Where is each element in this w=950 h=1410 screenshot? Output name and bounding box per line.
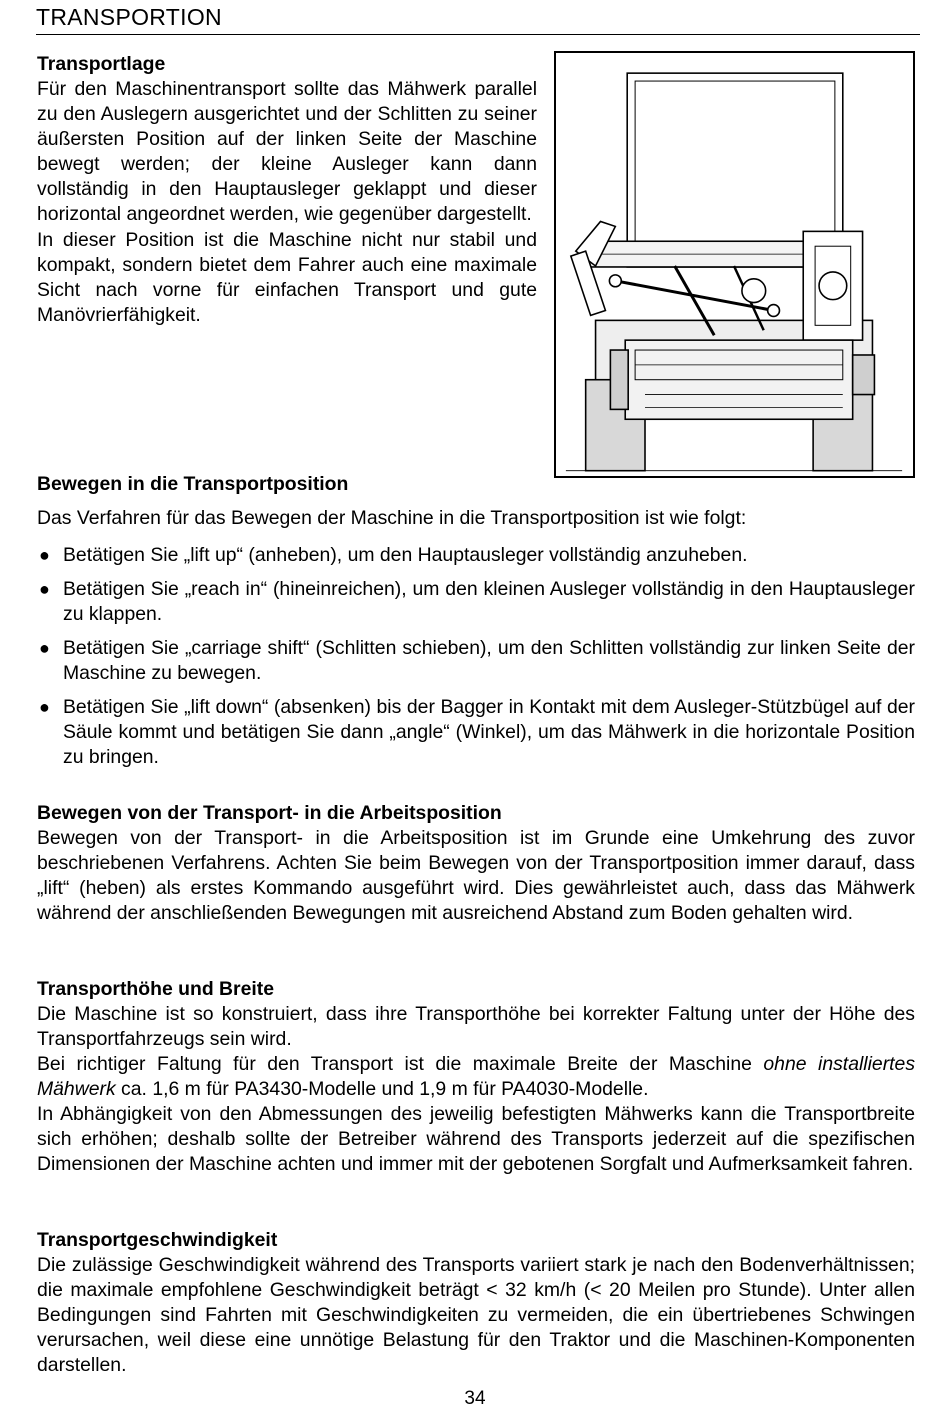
hoehe-breite-paragraph-3: In Abhängigkeit von den Abmessungen des jeweilig befestigten Mähwerks kann die Transportbreite sich erhöhen; deshalb sollte der Betreiber während des Transports jederzeit auf die spezifischen Dimensionen der Maschine achten und immer mit der gebotenen Sorgfalt und Aufmerksamkeit fahren. bbox=[37, 1103, 915, 1175]
transportposition-intro: Das Verfahren für das Bewegen der Maschine in die Transportposition ist wie folgt: bbox=[37, 507, 747, 529]
step-text: Betätigen Sie „lift down“ (absenken) bis der Bagger in Kontakt mit dem Ausleger-Stützbügel auf der Säule kommt und betätigen Sie dann „angle“ (Winkel), um das Mähwerk in die horizontale Position zu bringen. bbox=[63, 696, 915, 768]
list-item bbox=[37, 636, 915, 686]
transport-position-figure bbox=[554, 51, 915, 478]
geschwindigkeit-text: Die zulässige Geschwindigkeit während des Transports variiert stark je nach den Bodenverhältnissen; die maximale empfohlene Geschwindigkeit beträgt < 32 km/h (< 20 Meilen pro Stunde). Unter allen Bedingungen sind Fahrten mit Geschwindigkeiten zu vermeiden, die ein übertriebenes Schwingen verursachen, weil diese eine unnötige Belastung für den Traktor und die Maschinen-Komponenten darstellen. bbox=[37, 1254, 915, 1376]
arbeitsposition-text: Bewegen von der Transport- in die Arbeitsposition ist im Grunde eine Umkehrung des zuvor beschriebenen Verfahrens. Achten Sie beim Bewegen von der Transportposition immer darauf, dass „lift“ (heben) als erstes Kommando ausgeführt wird. Dies gewährleistet auch, dass das Mähwerk während der anschließenden Bewegungen mit ausreichend Abstand zum Boden gehalten wird. bbox=[37, 827, 915, 924]
machine-drawing bbox=[556, 53, 913, 476]
arbeitsposition-section bbox=[37, 801, 915, 926]
step-text: Betätigen Sie „carriage shift“ (Schlitten schieben), um den Schlitten vollständig zur linken Seite der Maschine zu bewegen. bbox=[63, 637, 915, 684]
bullet-icon: ● bbox=[39, 545, 50, 565]
list-item bbox=[37, 577, 915, 627]
transportposition-heading: Bewegen in die Transportposition bbox=[37, 473, 349, 495]
transportlage-paragraph-2: In dieser Position ist die Maschine nicht nur stabil und kompakt, sondern bietet dem Fahrer auch eine maximale Sicht nach vorne für einfachen Transport und gute Manövrierfähigkeit. bbox=[37, 228, 537, 326]
hoehe-breite-section bbox=[37, 977, 915, 1177]
text-span: ca. 1,6 m für PA3430-Modelle und 1,9 m für PA4030-Modelle. bbox=[115, 1078, 649, 1100]
transportposition-steps bbox=[37, 543, 915, 770]
transportlage-heading: Transportlage bbox=[37, 53, 166, 75]
page-number: 34 bbox=[464, 1388, 486, 1409]
arbeitsposition-heading: Bewegen von der Transport- in die Arbeitsposition bbox=[37, 802, 502, 824]
hoehe-breite-paragraph-2 bbox=[37, 1052, 915, 1102]
transportlage-paragraph-1: Für den Maschinentransport sollte das Mähwerk parallel zu den Auslegern ausgerichtet und der Schlitten zu seiner äußersten Position auf der linken Seite der Maschine bewegt werden; der kleine Ausleger kann dann vollständig in den Hauptausleger geklappt und dieser horizontal angeordnet werden, wie gegenüber dargestellt. bbox=[37, 78, 537, 226]
list-item bbox=[37, 543, 915, 568]
step-text: Betätigen Sie „reach in“ (hineinreichen), um den kleinen Ausleger vollständig in den Hauptausleger zu klappen. bbox=[63, 578, 915, 625]
page-title: TRANSPORTION bbox=[36, 4, 920, 35]
emphasis-text: ohne installiertes Mähwerk bbox=[37, 1053, 916, 1100]
transportlage-section bbox=[37, 52, 537, 328]
geschwindigkeit-heading: Transportgeschwindigkeit bbox=[37, 1229, 278, 1251]
list-item bbox=[37, 695, 915, 770]
bullet-icon: ● bbox=[39, 579, 50, 599]
text-span: Bei richtiger Faltung für den Transport ist die maximale Breite der Maschine bbox=[37, 1053, 764, 1075]
hoehe-breite-heading: Transporthöhe und Breite bbox=[37, 978, 275, 1000]
hoehe-breite-paragraph-1: Die Maschine ist so konstruiert, dass ihre Transporthöhe bei korrekter Faltung unter der Höhe des Transportfahrzeugs sein wird. bbox=[37, 1003, 915, 1050]
step-text: Betätigen Sie „lift up“ (anheben), um den Hauptausleger vollständig anzuheben. bbox=[63, 544, 748, 566]
bullet-icon: ● bbox=[39, 638, 50, 658]
bullet-icon: ● bbox=[39, 697, 50, 717]
geschwindigkeit-section bbox=[37, 1228, 915, 1378]
transportposition-section bbox=[37, 472, 915, 779]
